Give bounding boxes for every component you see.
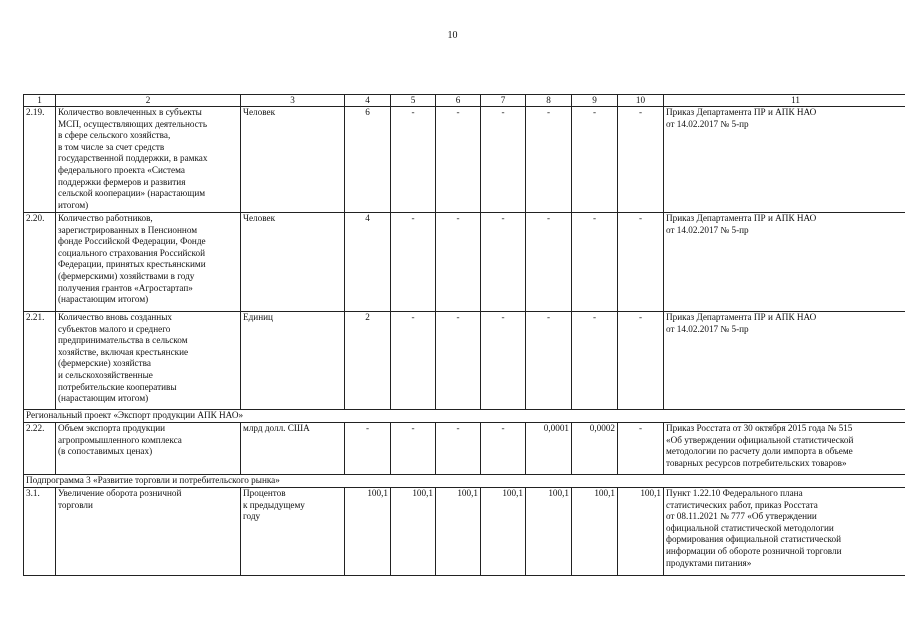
value-cell: 100,1 xyxy=(526,488,572,576)
unit-cell: Процентов к предыдущему году xyxy=(241,488,345,576)
value-cell: - xyxy=(618,423,664,475)
header-cell: 4 xyxy=(345,95,391,107)
table-row xyxy=(24,107,905,213)
indicator-name: Количество работников, зарегистрированных в Пенсионном фонде Российской Федерации, Фонде социального страхования Российской Федерации, принятых крестьянскими (фермерскими) хозяйствами в году получения грантов «Агростартап» (нарастающим итогом) xyxy=(56,213,241,312)
header-cell: 5 xyxy=(391,95,436,107)
value-cell: - xyxy=(481,423,526,475)
page-number: 10 xyxy=(447,30,458,41)
row-number: 3.1. xyxy=(24,488,56,576)
header-cell: 3 xyxy=(241,95,345,107)
value-cell: 0,0001 xyxy=(526,423,572,475)
indicator-name: Объем экспорта продукции агропромышленного комплекса (в сопоставимых ценах) xyxy=(56,423,241,475)
value-cell: 100,1 xyxy=(436,488,481,576)
value-cell: 4 xyxy=(345,213,391,312)
source-cell: Пункт 1.22.10 Федерального плана статистических работ, приказ Росстата от 08.11.2021 № 777 «Об утверждении официальной статистической методологии формирования официальной статистической информации об обороте розничной торговли продуктами питания» xyxy=(664,488,905,576)
value-cell: 2 xyxy=(345,312,391,410)
value-cell: - xyxy=(618,107,664,213)
row-number: 2.20. xyxy=(24,213,56,312)
value-cell: 100,1 xyxy=(345,488,391,576)
value-cell: 0,0002 xyxy=(572,423,618,475)
value-cell: - xyxy=(436,312,481,410)
header-cell: 10 xyxy=(618,95,664,107)
value-cell: 6 xyxy=(345,107,391,213)
value-cell: - xyxy=(526,312,572,410)
value-cell: - xyxy=(618,213,664,312)
unit-cell: Единиц xyxy=(241,312,345,410)
header-cell: 9 xyxy=(572,95,618,107)
value-cell: - xyxy=(572,213,618,312)
value-cell: - xyxy=(481,312,526,410)
table-row xyxy=(24,213,905,312)
section-title: Подпрограмма 3 «Развитие торговли и потребительского рынка» xyxy=(24,475,905,488)
value-cell: - xyxy=(572,312,618,410)
value-cell: - xyxy=(436,213,481,312)
indicator-name: Увеличение оборота розничной торговли xyxy=(56,488,241,576)
section-title: Региональный проект «Экспорт продукции АПК НАО» xyxy=(24,410,905,423)
value-cell: 100,1 xyxy=(618,488,664,576)
value-cell: 100,1 xyxy=(481,488,526,576)
value-cell: 100,1 xyxy=(391,488,436,576)
value-cell: - xyxy=(391,213,436,312)
value-cell: - xyxy=(526,107,572,213)
value-cell: - xyxy=(481,213,526,312)
source-cell: Приказ Департамента ПР и АПК НАО от 14.02.2017 № 5-пр xyxy=(664,312,905,410)
unit-cell: Человек xyxy=(241,107,345,213)
row-number: 2.22. xyxy=(24,423,56,475)
value-cell: - xyxy=(436,107,481,213)
value-cell: - xyxy=(391,423,436,475)
table-row xyxy=(24,423,905,475)
value-cell: - xyxy=(436,423,481,475)
header-row xyxy=(24,95,905,107)
value-cell: - xyxy=(391,312,436,410)
unit-cell: Человек xyxy=(241,213,345,312)
header-cell: 2 xyxy=(56,95,241,107)
table-row xyxy=(24,488,905,576)
header-cell: 1 xyxy=(24,95,56,107)
indicator-name: Количество вовлеченных в субъекты МСП, осуществляющих деятельность в сфере сельского хозяйства, в том числе за счет средств государственной поддержки, в рамках федерального проекта «Система поддержки фермеров и развития сельской кооперации» (нарастающим итогом) xyxy=(56,107,241,213)
source-cell: Приказ Департамента ПР и АПК НАО от 14.02.2017 № 5-пр xyxy=(664,213,905,312)
header-cell: 7 xyxy=(481,95,526,107)
row-number: 2.21. xyxy=(24,312,56,410)
value-cell: - xyxy=(526,213,572,312)
indicators-table xyxy=(23,94,905,576)
section-row xyxy=(24,410,905,423)
source-cell: Приказ Росстата от 30 октября 2015 года № 515 «Об утверждении официальной статистической методологии по расчету доли импорта в объеме товарных ресурсов потребительских товаров» xyxy=(664,423,905,475)
header-cell: 11 xyxy=(664,95,905,107)
indicator-name: Количество вновь созданных субъектов малого и среднего предпринимательства в сельском хозяйстве, включая крестьянские (фермерские) хозяйства и сельскохозяйственные потребительские кооперативы (нарастающим итогом) xyxy=(56,312,241,410)
header-cell: 8 xyxy=(526,95,572,107)
row-number: 2.19. xyxy=(24,107,56,213)
value-cell: - xyxy=(481,107,526,213)
unit-cell: млрд долл. США xyxy=(241,423,345,475)
source-cell: Приказ Департамента ПР и АПК НАО от 14.02.2017 № 5-пр xyxy=(664,107,905,213)
value-cell: 100,1 xyxy=(572,488,618,576)
value-cell: - xyxy=(391,107,436,213)
table-row xyxy=(24,312,905,410)
value-cell: - xyxy=(618,312,664,410)
value-cell: - xyxy=(572,107,618,213)
section-row xyxy=(24,475,905,488)
header-cell: 6 xyxy=(436,95,481,107)
value-cell: - xyxy=(345,423,391,475)
